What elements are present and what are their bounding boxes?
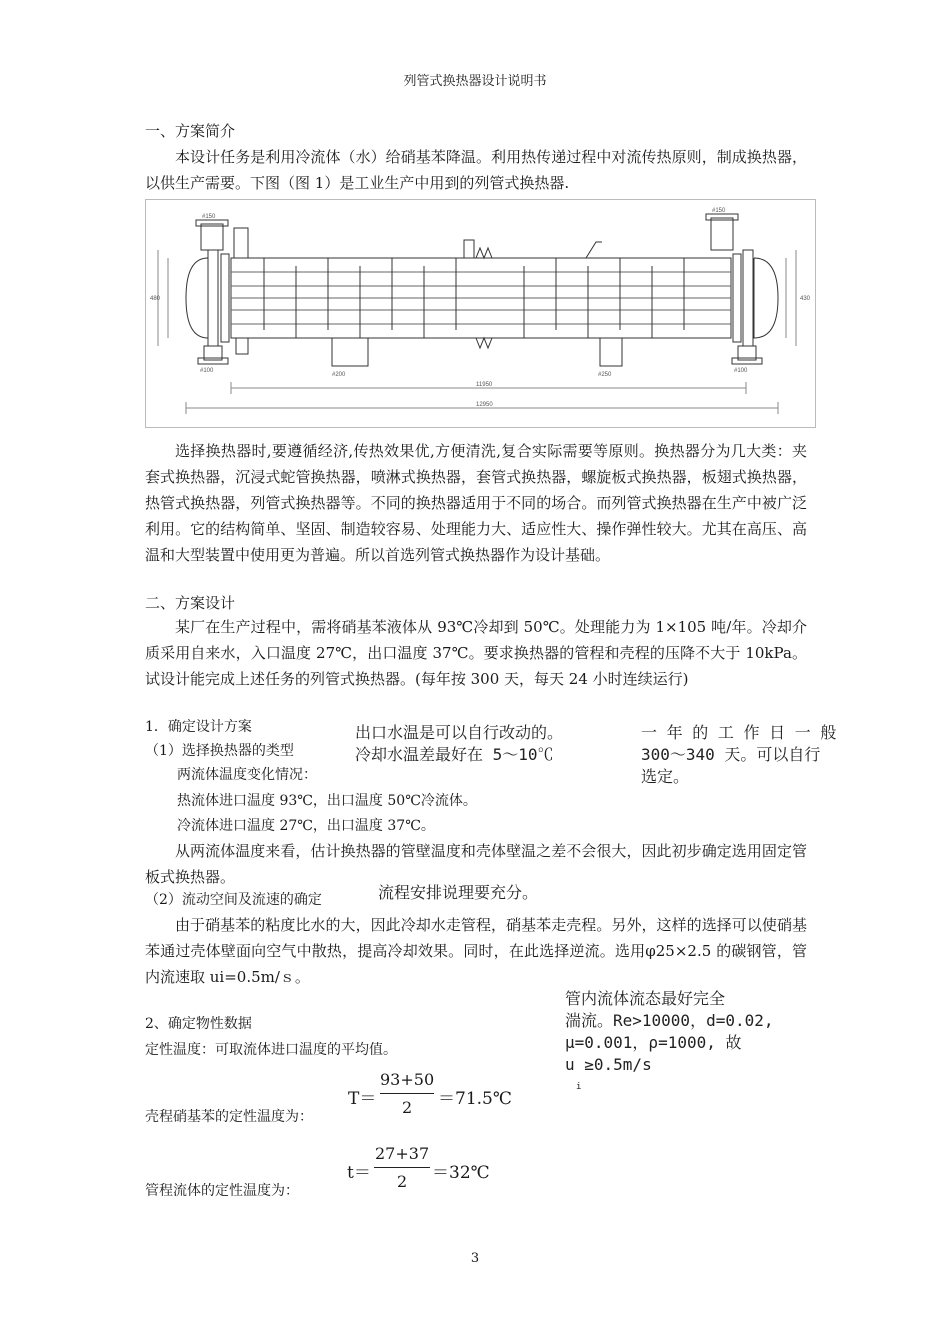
dim-label: 480 (150, 296, 161, 302)
dim-label: #200 (332, 372, 346, 378)
task-paragraph: 某厂在生产过程中，需将硝基苯液体从 93℃冷却到 50℃。处理能力为 1×105 吨/年。冷却介质采用自来水，入口温度 27℃，出口温度 37℃。要求换热器的管程和壳程的压降不大于 10kPa。试设计能完成上述任务的列管式换热器。(每年按 300 天，每天 24 小时连续运行) (145, 618, 807, 688)
note-line: μ=0.001，ρ=1000, 故 (565, 1033, 742, 1052)
dim-label: 11950 (476, 382, 493, 388)
subsection-1-2-title: （2）流动空间及流速的确定 (145, 892, 322, 908)
eq2-lhs: t＝ (347, 1163, 371, 1183)
note-subscript: i (576, 1082, 582, 1092)
left-head (186, 258, 208, 338)
left-flange (208, 250, 218, 346)
left-saddle (332, 338, 368, 366)
page-number: 3 (470, 1251, 480, 1266)
exchanger-choice-paragraph: 从两流体温度来看，估计换热器的管壁温度和壳体壁温之差不会很大，因此初步确定选用固定管板式换热器。 (145, 842, 807, 886)
eq2-denominator: 2 (397, 1172, 408, 1191)
shell-side-temperature-label: 壳程硝基苯的定性温度为： (145, 1109, 313, 1125)
subsection-2-title: 2、确定物性数据 (145, 1016, 252, 1032)
right-saddle (600, 338, 622, 366)
dim-label: #100 (200, 368, 214, 374)
right-flange (743, 250, 753, 346)
dim-label: #150 (202, 214, 216, 220)
selection-paragraph: 选择换热器时,要遵循经济,传热效果优,方便清洗,复合实际需要等原则。换热器分为几大类：夹套式换热器，沉浸式蛇管换热器，喷淋式换热器，套管式换热器，螺旋板式换热器，板翅式换热器，热管式换热器，列管式换热器等。不同的换热器适用于不同的场合。而列管式换热器在生产中被广泛利用。它的结构简单、坚固、制造较容易、处理能力大、适应性大、操作弹性较大。尤其在高压、高温和大型装置中使用更为普遍。所以首选列管式换热器作为设计基础。 (145, 442, 807, 564)
dim-label: #150 (712, 208, 726, 214)
note-turbulent-flow (565, 988, 774, 1092)
note-line: 管内流体流态最好完全 (565, 989, 726, 1008)
section-2-title: 二、方案设计 (145, 594, 236, 612)
top-left-nozzle (201, 224, 223, 250)
qualitative-temperature-line: 定性温度：可取流体进口温度的平均值。 (145, 1042, 397, 1058)
note-line: u ≥0.5m/s (565, 1055, 652, 1074)
section-1-paragraph: 本设计任务是利用冷流体（水）给硝基苯降温。利用热传递过程中对流传热原则，制成换热器，以供生产需要。下图（图 1）是工业生产中用到的列管式换热器. (145, 148, 807, 192)
note-flow-arrangement: 流程安排说理要充分。 (378, 883, 539, 902)
dim-label: 430 (800, 296, 811, 302)
top-right-nozzle (711, 218, 733, 250)
dim-label: 12950 (476, 402, 493, 408)
eq1-rhs: ＝71.5℃ (438, 1089, 512, 1109)
note-line: 出口水温是可以自行改动的。 (355, 723, 564, 742)
page-header: 列管式换热器设计说明书 (403, 74, 547, 89)
heat-exchanger-drawing (146, 200, 815, 427)
eq1-lhs: T＝ (348, 1089, 377, 1109)
section-1-title: 一、方案简介 (145, 122, 236, 140)
right-head (754, 258, 778, 338)
vent-nozzle (464, 240, 474, 258)
note-line: 选定。 (641, 767, 690, 786)
flow-space-paragraph: 由于硝基苯的粘度比水的大，因此冷却水走管程，硝基苯走壳程。另外，这样的选择可以使硝基苯通过壳体壁面向空气中散热，提高冷却效果。同时，在此选择逆流。选用φ25×2.5 的碳钢管，管内流速取 ui=0.5m/ｓ。 (145, 916, 807, 986)
note-line: 湍流。Re>10000，d=0.02, (565, 1011, 774, 1030)
subsection-1-title: 1．确定设计方案 (145, 719, 252, 735)
eq2-numerator: 27+37 (375, 1144, 430, 1163)
hot-fluid-line: 热流体进口温度 93℃，出口温度 50℃冷流体。 (177, 793, 477, 809)
eq1-numerator: 93+50 (380, 1070, 435, 1089)
tube-side-temperature-label: 管程流体的定性温度为： (145, 1183, 299, 1199)
heat-exchanger-figure (145, 199, 816, 428)
eq1-fraction-bar (380, 1093, 434, 1094)
subsection-1-1-title: （1）选择换热器的类型 (145, 743, 294, 759)
dim-label: #100 (734, 368, 748, 374)
note-line: 一 年 的 工 作 日 一 般 (641, 723, 837, 742)
cold-fluid-line: 冷流体进口温度 27℃，出口温度 37℃。 (177, 818, 435, 834)
note-line: 冷却水温差最好在 5～10℃ (355, 745, 554, 764)
note-outlet-temperature (355, 722, 563, 766)
temperature-change-label: 两流体温度变化情况： (177, 767, 317, 783)
eq1-denominator: 2 (402, 1098, 413, 1117)
eq2-rhs: ＝32℃ (432, 1163, 490, 1183)
dim-label: #250 (598, 372, 612, 378)
note-working-days (641, 722, 836, 788)
note-line: 300～340 天。可以自行 (641, 745, 821, 764)
eq2-fraction-bar (374, 1167, 430, 1168)
